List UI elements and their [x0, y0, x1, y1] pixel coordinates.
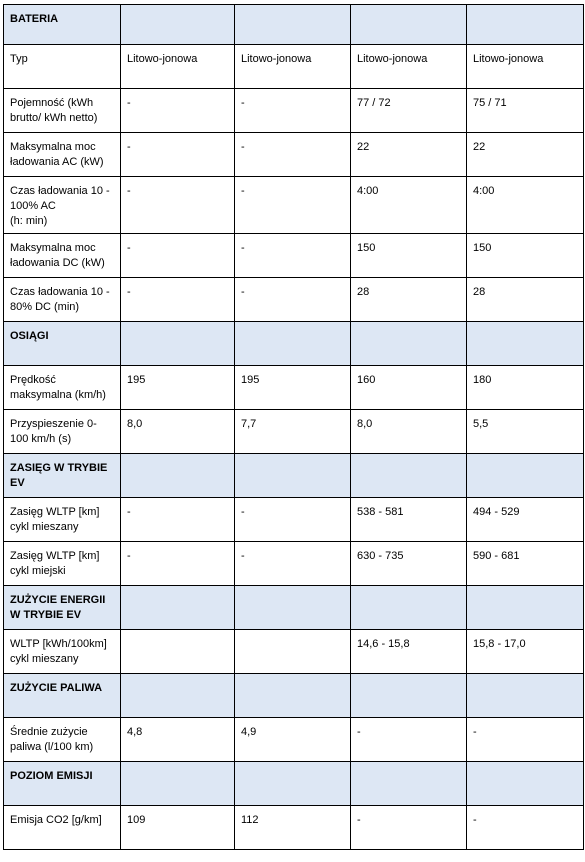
table-cell: -	[121, 177, 235, 234]
table-cell: 14,6 - 15,8	[351, 630, 467, 674]
table-cell: -	[235, 133, 351, 177]
table-cell: 160	[351, 366, 467, 410]
table-row	[4, 322, 584, 366]
table-cell: 28	[467, 278, 584, 322]
table-cell: 4,9	[235, 718, 351, 762]
table-cell	[351, 322, 467, 366]
table-row	[4, 454, 584, 498]
table-row	[4, 762, 584, 806]
row-label: Czas ładowania 10 - 80% DC (min)	[4, 278, 121, 322]
table-cell: 112	[235, 806, 351, 850]
table-cell: 5,5	[467, 410, 584, 454]
table-cell: 15,8 - 17,0	[467, 630, 584, 674]
table-cell	[467, 586, 584, 630]
table-cell: 180	[467, 366, 584, 410]
table-cell: 590 - 681	[467, 542, 584, 586]
table-row	[4, 366, 584, 410]
table-row	[4, 630, 584, 674]
table-row	[4, 89, 584, 133]
row-label: Przyspieszenie 0-100 km/h (s)	[4, 410, 121, 454]
table-cell: -	[235, 498, 351, 542]
spec-table-body	[4, 5, 584, 850]
row-label: Średnie zużycie paliwa (l/100 km)	[4, 718, 121, 762]
table-cell: -	[121, 133, 235, 177]
table-cell: 109	[121, 806, 235, 850]
table-cell	[351, 586, 467, 630]
section-heading-fuel-consumption: ZUŻYCIE PALIWA	[4, 674, 121, 718]
row-label: Zasięg WLTP [km] cykl mieszany	[4, 498, 121, 542]
table-cell	[351, 674, 467, 718]
table-cell: Litowo-jonowa	[467, 45, 584, 89]
table-cell: 7,7	[235, 410, 351, 454]
table-cell: Litowo-jonowa	[121, 45, 235, 89]
table-row	[4, 498, 584, 542]
table-row	[4, 234, 584, 278]
table-cell: 150	[467, 234, 584, 278]
table-cell: 4:00	[467, 177, 584, 234]
table-cell: 195	[121, 366, 235, 410]
table-cell: -	[467, 718, 584, 762]
table-cell	[121, 586, 235, 630]
table-cell	[121, 762, 235, 806]
table-cell: -	[351, 806, 467, 850]
row-label: WLTP [kWh/100km] cykl mieszany	[4, 630, 121, 674]
table-cell: -	[467, 806, 584, 850]
table-row	[4, 410, 584, 454]
table-cell	[351, 5, 467, 45]
section-heading-performance: OSIĄGI	[4, 322, 121, 366]
table-cell	[351, 454, 467, 498]
table-cell: 4,8	[121, 718, 235, 762]
table-cell: 8,0	[351, 410, 467, 454]
table-cell: -	[121, 498, 235, 542]
table-cell	[121, 322, 235, 366]
row-label: Emisja CO2 [g/km]	[4, 806, 121, 850]
table-cell: -	[235, 542, 351, 586]
row-label: Maksymalna moc ładowania AC (kW)	[4, 133, 121, 177]
table-cell	[235, 454, 351, 498]
table-cell: Litowo-jonowa	[351, 45, 467, 89]
table-cell: 494 - 529	[467, 498, 584, 542]
table-cell: -	[121, 278, 235, 322]
table-cell	[235, 322, 351, 366]
table-cell	[467, 762, 584, 806]
table-row	[4, 674, 584, 718]
section-heading-emissions: POZIOM EMISJI	[4, 762, 121, 806]
table-cell	[235, 674, 351, 718]
table-row	[4, 5, 584, 45]
table-cell	[121, 674, 235, 718]
table-cell	[467, 454, 584, 498]
row-label: Prędkość maksymalna (km/h)	[4, 366, 121, 410]
table-cell: 195	[235, 366, 351, 410]
table-cell	[351, 762, 467, 806]
table-cell	[235, 5, 351, 45]
table-cell: 28	[351, 278, 467, 322]
table-row	[4, 542, 584, 586]
table-row	[4, 718, 584, 762]
table-row	[4, 133, 584, 177]
row-label: Zasięg WLTP [km] cykl miejski	[4, 542, 121, 586]
row-label: Typ	[4, 45, 121, 89]
table-cell: 538 - 581	[351, 498, 467, 542]
table-cell	[235, 630, 351, 674]
table-cell: 77 / 72	[351, 89, 467, 133]
table-row	[4, 278, 584, 322]
table-row	[4, 806, 584, 850]
table-cell: 4:00	[351, 177, 467, 234]
table-row	[4, 177, 584, 234]
table-cell: -	[235, 177, 351, 234]
table-cell: -	[121, 234, 235, 278]
table-cell: -	[121, 542, 235, 586]
row-label: Czas ładowania 10 - 100% AC (h: min)	[4, 177, 121, 234]
row-label: Pojemność (kWh brutto/ kWh netto)	[4, 89, 121, 133]
table-cell	[121, 5, 235, 45]
table-cell	[121, 630, 235, 674]
row-label: Maksymalna moc ładowania DC (kW)	[4, 234, 121, 278]
table-cell: -	[235, 278, 351, 322]
table-cell: 630 - 735	[351, 542, 467, 586]
section-heading-energy-consumption: ZUŻYCIE ENERGII W TRYBIE EV	[4, 586, 121, 630]
table-cell: 22	[351, 133, 467, 177]
table-cell: 150	[351, 234, 467, 278]
table-cell: 75 / 71	[467, 89, 584, 133]
table-cell	[121, 454, 235, 498]
table-cell: -	[235, 234, 351, 278]
section-heading-ev-range: ZASIĘG W TRYBIE EV	[4, 454, 121, 498]
table-cell	[467, 674, 584, 718]
table-cell	[467, 5, 584, 45]
table-cell: -	[121, 89, 235, 133]
table-cell: 22	[467, 133, 584, 177]
table-row	[4, 586, 584, 630]
table-cell: -	[235, 89, 351, 133]
table-cell: -	[351, 718, 467, 762]
table-cell: Litowo-jonowa	[235, 45, 351, 89]
spec-table	[3, 4, 584, 850]
table-cell	[235, 586, 351, 630]
table-cell: 8,0	[121, 410, 235, 454]
table-cell	[235, 762, 351, 806]
section-heading-battery: BATERIA	[4, 5, 121, 45]
table-cell	[467, 322, 584, 366]
table-row	[4, 45, 584, 89]
